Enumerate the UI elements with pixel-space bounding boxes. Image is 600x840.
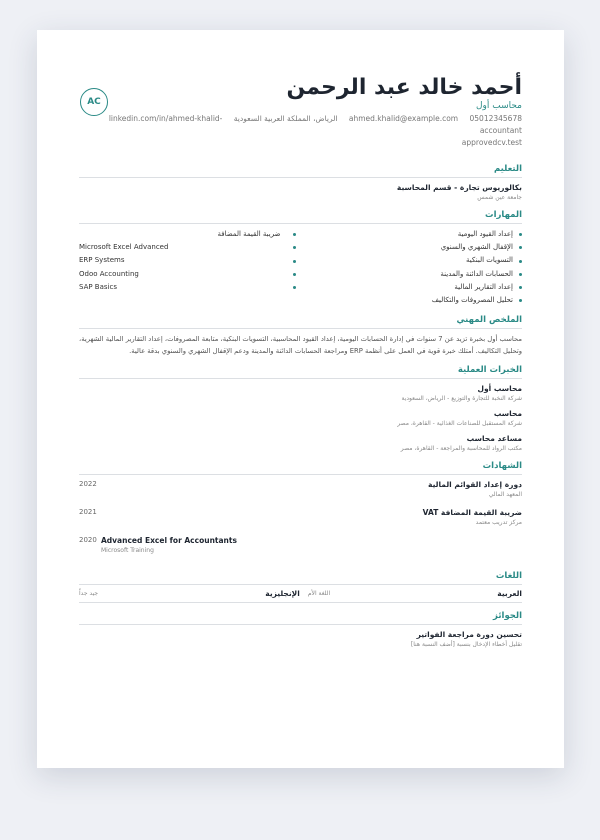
skill-item — [306, 241, 523, 254]
skills-column-right — [306, 228, 523, 307]
skill-label: تحليل المصروفات والتكاليف — [431, 296, 513, 305]
skill-label: ERP Systems — [79, 256, 125, 265]
languages-heading: اللغات — [79, 571, 522, 585]
certificate-body — [101, 535, 522, 555]
certificate-name: Advanced Excel for Accountants — [101, 536, 237, 546]
skills-heading: المهارات — [79, 210, 522, 224]
company-name: شركة المستقبل للصناعات الغذائية - القاهرة، مصر — [397, 420, 522, 428]
bullet-icon — [293, 233, 296, 236]
skill-item — [306, 268, 523, 281]
education-entry — [79, 182, 522, 202]
skill-label: SAP Basics — [79, 282, 117, 291]
award-name: تحسين دورة مراجعة الفواتير — [416, 630, 522, 640]
skill-label: ضريبة القيمة المضافة — [217, 230, 281, 238]
languages-row — [79, 589, 522, 603]
certificate-entry — [79, 535, 522, 557]
award-description: تقليل أخطاء الإدخال بنسبة [أضف النسبة هنا] — [410, 641, 522, 649]
summary-heading: الملخص المهني — [79, 315, 522, 329]
skill-item — [79, 228, 296, 241]
skill-item — [306, 254, 523, 267]
award-entry — [79, 629, 522, 649]
contact-info — [79, 113, 522, 149]
role-title: مساعد محاسب — [466, 434, 522, 444]
skills-grid — [79, 228, 522, 307]
resume-header — [79, 74, 522, 164]
language-first: العربية — [497, 589, 522, 599]
certificate-issuer: مركز تدريب معتمد — [475, 519, 522, 527]
bullet-icon — [519, 246, 522, 249]
skill-item — [306, 281, 523, 294]
company-name: مكتب الرواد للمحاسبة والمراجعة - القاهرة، مصر — [400, 445, 522, 453]
school-name: جامعة عين شمس — [477, 194, 522, 201]
skill-label: الحسابات الدائنة والمدينة — [440, 269, 513, 278]
avatar: AC — [80, 88, 108, 116]
phone-number: 05012345678 — [469, 114, 522, 123]
resume-page — [37, 30, 564, 768]
skill-label: إعداد التقارير المالية — [454, 282, 513, 291]
language-second-level: جيد جداً — [79, 590, 99, 598]
skill-label: إعداد القيود اليومية — [457, 230, 513, 238]
experience-entry — [79, 383, 522, 403]
bullet-icon — [293, 246, 296, 249]
bullet-icon — [519, 299, 522, 302]
certificate-issuer: Microsoft Training — [101, 547, 154, 555]
language-middle — [265, 589, 330, 598]
skill-label: التسويات البنكية — [466, 256, 513, 265]
skill-item — [79, 254, 296, 267]
skill-item — [306, 228, 523, 241]
degree-title: بكالوريوس تجارة - قسم المحاسبة — [396, 183, 522, 192]
certificate-year: 2020 — [79, 536, 97, 545]
bullet-icon — [519, 260, 522, 263]
company-name: شركة النخبة للتجارة والتوزيع - الرياض، السعودية — [401, 395, 522, 403]
skill-label: Odoo Accounting — [79, 269, 139, 278]
certificate-year: 2022 — [79, 480, 97, 489]
language-second: الإنجليزية — [265, 589, 300, 599]
resume-content — [79, 74, 522, 649]
certificate-name: دورة إعداد القوائم المالية — [428, 480, 522, 490]
skill-item — [79, 268, 296, 281]
education-heading: التعليم — [79, 164, 522, 178]
skill-item — [306, 294, 523, 307]
certificates-heading: الشهادات — [79, 461, 522, 475]
experience-heading: الخبرات العملية — [79, 365, 522, 379]
linkedin-link[interactable]: linkedin.com/in/ahmed-khalid-accountant — [108, 114, 522, 135]
certificate-name: ضريبة القيمة المضافة VAT — [422, 508, 522, 518]
role-title: محاسب أول — [477, 384, 522, 394]
skill-label: الإقفال الشهري والسنوي — [440, 243, 513, 252]
experience-entry — [79, 408, 522, 428]
certificate-issuer: المعهد المالي — [488, 491, 522, 499]
bullet-icon — [293, 286, 296, 289]
skills-column-left — [79, 228, 296, 307]
role-title: محاسب — [493, 409, 522, 419]
bullet-icon — [293, 260, 296, 263]
candidate-name: أحمد خالد عبد الرحمن — [286, 75, 522, 100]
email-address: ahmed.khalid@example.com — [348, 114, 459, 123]
website-link[interactable]: approvedcv.test — [461, 138, 522, 147]
skill-item — [79, 241, 296, 254]
certificate-year: 2021 — [79, 508, 97, 517]
summary-text: محاسب أول بخبرة تزيد عن 7 سنوات في إدارة الحسابات اليومية، إعداد القيود المحاسبية، التسويات البنكية، متابعة المصروفات، إعداد التقارير المالية الشهرية، وتحليل التكاليف. أمتلك خبرة قوية في العمل على أنظمة ERP ومراجعة الحسابات الدائنة والمدينة ودعم الإقفال الشهري والسنوي بدقة عالية. — [79, 335, 522, 356]
bullet-icon — [293, 273, 296, 276]
bullet-icon — [519, 233, 522, 236]
bullet-icon — [519, 273, 522, 276]
bullet-icon — [519, 286, 522, 289]
job-title: محاسب أول — [476, 101, 522, 111]
skill-item — [79, 281, 296, 294]
language-first-level: اللغة الأم — [307, 590, 331, 598]
certificate-entry — [79, 479, 522, 501]
experience-entry — [79, 433, 522, 453]
location: الرياض، المملكة العربية السعودية — [233, 114, 338, 123]
skill-label: Microsoft Excel Advanced — [79, 243, 169, 252]
certificate-entry — [79, 507, 522, 529]
awards-heading: الجوائز — [79, 611, 522, 625]
